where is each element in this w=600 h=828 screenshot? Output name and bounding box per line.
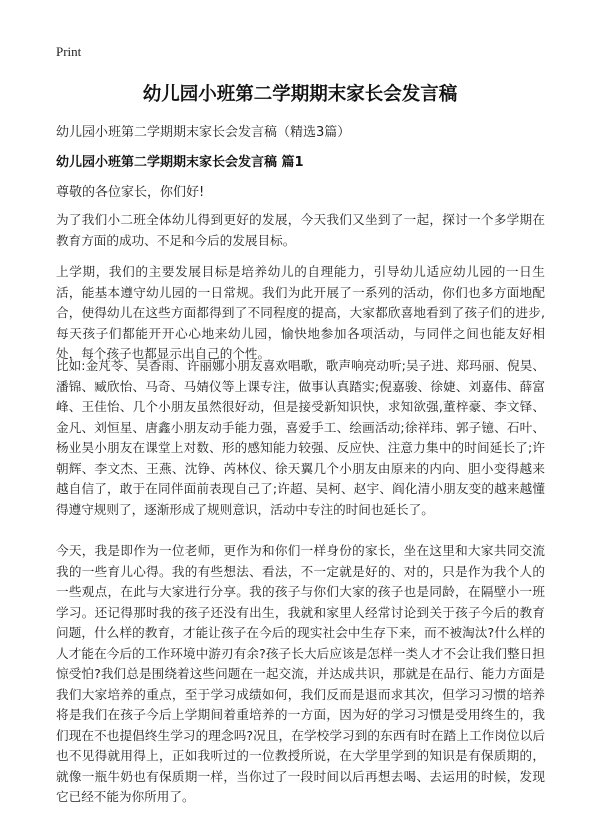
paragraph-examples: 比如:金芃苓、吴香雨、许丽娜小朋友喜欢唱歌，歌声响亮动听;吴子进、郑玛丽、倪昊、潘锦、臧欣怡、马奇、马婧仪等上课专注，做事认真踏实;倪嘉骏、徐婕、刘嘉伟、薛富峰、王佳怡、几个小朋友虽然很好动，但是接受新知识快，求知欲强,董梓豪、李文铎、金凡、刘恒星、唐鑫小朋友动手能力强，喜爱手工、绘画活动;徐祥玮、郭子镱、石叶、杨业昊小朋友在课堂上对数、形的感知能力较强、反应快、注意力集中的时间延长了;许朝辉、李文杰、王燕、沈铮、芮林仪、徐天翼几个小朋友由原来的内向、胆小变得越来越自信了，敢于在同伴面前表现自己了;许超、吴柯、赵宇、阎化清小朋友变的越来越懂得遵守规则了，逐渐形成了规则意识，活动中专注的时间也延长了。 bbox=[56, 358, 545, 517]
paragraph-last-semester: 上学期，我们的主要发展目标是培养幼儿的自理能力，引导幼儿适应幼儿园的一日生活，能基本遵守幼儿园的一日常规。我们为此开展了一系列的活动，你们也多方面地配合，使得幼儿在这些方面都得到了不同程度的提高，大家都欣喜地看到了孩子们的进步,每天孩子们都能开开心心地来幼儿园，愉快地参加各项活动，与同伴之间也能友好相处，每个孩子也都显示出自己的个性。 bbox=[56, 264, 545, 361]
section-heading: 幼儿园小班第二学期期末家长会发言稿 篇1 bbox=[56, 155, 304, 170]
paragraph-intro: 为了我们小二班全体幼儿得到更好的发展，今天我们又坐到了一起，探讨一个多学期在教育方面的成功、不足和今后的发展目标。 bbox=[56, 212, 545, 248]
greeting-text: 尊敬的各位家长，你们好! bbox=[56, 185, 205, 200]
print-link[interactable]: Print bbox=[56, 44, 82, 59]
paragraph-parenting: 今天，我是即作为一位老师，更作为和你们一样身份的家长，坐在这里和大家共同交流我的一些育儿心得。我的有些想法、看法，不一定就是好的、对的，只是作为我个人的一些观点，在此与大家进行分享。我的孩子与你们大家的孩子也是同龄，在隔壁小一班学习。还记得那时我的孩子还没有出生，我就和家里人经常讨论到关于孩子今后的教育问题，什么样的教育，才能让孩子在今后的现实社会中生存下来，而不被淘汰?什么样的人才能在今后的工作环境中游刃有余?孩子长大后应该是怎样一类人才不会让我们整日担惊受怕?我们总是围绕着这些问题在一起交流，并达成共识，那就是在品行、能力方面是我们大家培养的重点，至于学习成绩如何，我们反而是退而求其次，但学习习惯的培养将是我们在孩子今后上学期间着重培养的一方面，因为好的学习习惯是受用终生的，我们现在不也提倡终生学习的理念吗?况且，在学校学习到的东西有时在踏上工作岗位以后也不见得就用得上，正如我听过的一位教授所说，在大学里学到的知识是有保质期的，就像一瓶牛奶也有保质期一样，当你过了一段时间以后再想去喝、去运用的时候，发现它已经不能为你所用了。 bbox=[56, 543, 545, 804]
page-title: 幼儿园小班第二学期期末家长会发言稿 bbox=[142, 84, 458, 105]
document-subtitle: 幼儿园小班第二学期期末家长会发言稿（精选3篇） bbox=[56, 125, 351, 140]
